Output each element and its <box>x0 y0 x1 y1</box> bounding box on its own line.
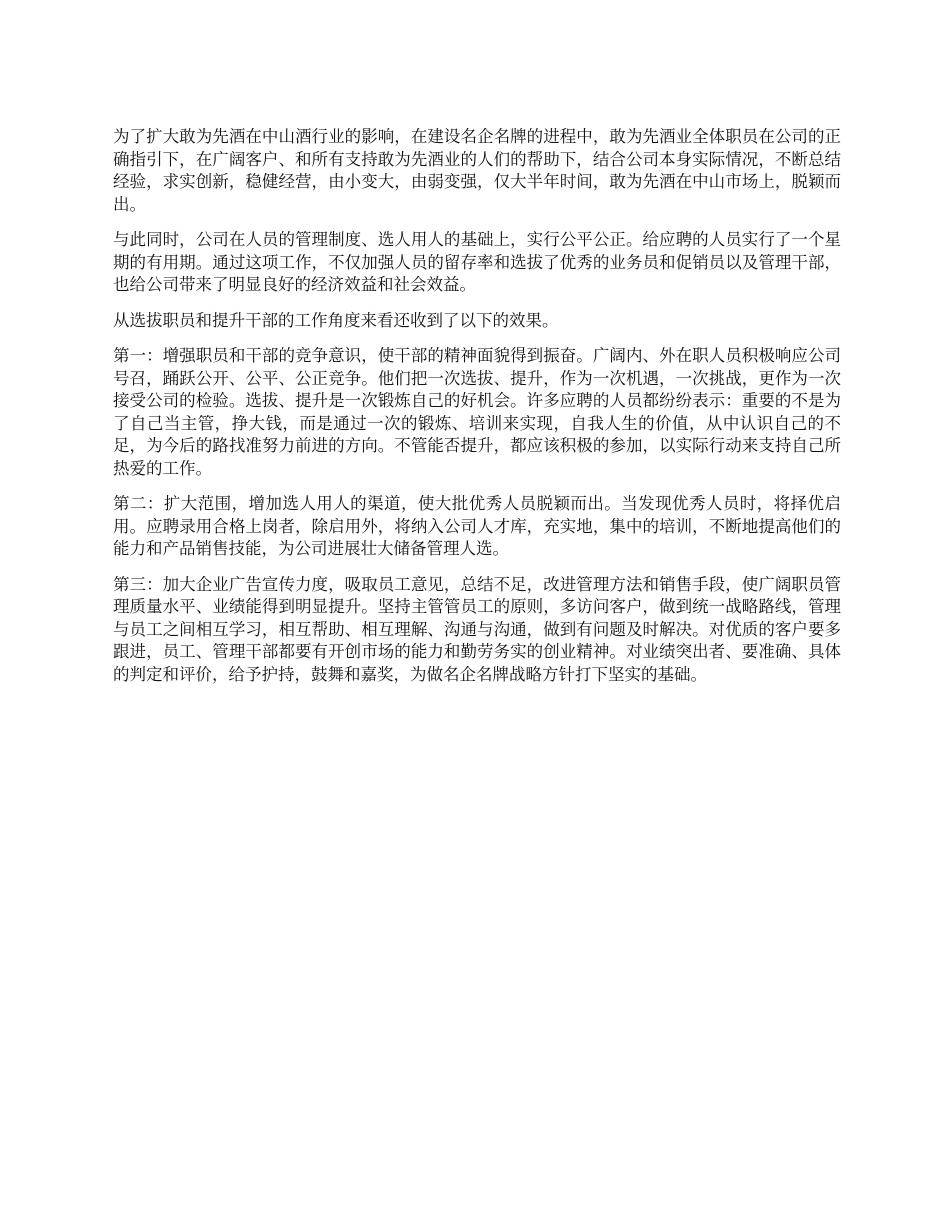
paragraph-second-point: 第二：扩大范围，增加选人用人的渠道，使大批优秀人员脱颖而出。当发现优秀人员时，将择优启用。应聘录用合格上岗者，除启用外，将纳入公司人才库，充实地，集中的培训，不断地提高他们的能力和产品销售技能，为公司进展壮大储备管理人选。 <box>113 494 841 558</box>
paragraph-management: 与此同时，公司在人员的管理制度、选人用人的基础上，实行公平公正。给应聘的人员实行了一个星期的有用期。通过这项工作，不仅加强人员的留存率和选拔了优秀的业务员和促销员以及管理干部，也给公司带来了明显良好的经济效益和社会效益。 <box>113 230 841 294</box>
paragraph-effects-intro: 从选拔职员和提升干部的工作角度来看还收到了以下的效果。 <box>113 310 559 330</box>
paragraph-intro: 为了扩大敢为先酒在中山酒行业的影响，在建设名企名牌的进程中，敢为先酒业全体职员在公司的正确指引下，在广阔客户、和所有支持敢为先酒业的人们的帮助下，结合公司本身实际情况，不断总结经验，求实创新，稳健经营，由小变大，由弱变强，仅大半年时间，敢为先酒在中山市场上，脱颖而出。 <box>113 127 841 214</box>
paragraph-third-point: 第三：加大企业广告宣传力度，吸取员工意见，总结不足，改进管理方法和销售手段，使广阔职员管理质量水平、业绩能得到明显提升。坚持主管管员工的原则，多访问客户，做到统一战略路线，管理与员工之间相互学习，相互帮助、相互理解、沟通与沟通，做到有问题及时解决。对优质的客户要多跟进，员工、管理干部都要有开创市场的能力和勤劳务实的创业精神。对业绩突出者、要准确、具体的判定和评价，给予护持，鼓舞和嘉奖，为做名企名牌战略方针打下坚实的基础。 <box>113 574 841 684</box>
paragraph-first-point: 第一：增强职员和干部的竞争意识，使干部的精神面貌得到振奋。广阔内、外在职人员积极响应公司号召，踊跃公开、公平、公正竞争。他们把一次选拔、提升，作为一次机遇，一次挑战，更作为一次接受公司的检验。选拔、提升是一次锻炼自己的好机会。许多应聘的人员都纷纷表示：重要的不是为了自己当主管，挣大钱，而是通过一次的锻炼、培训来实现，自我人生的价值，从中认识自己的不足，为今后的路找准努力前进的方向。不管能否提升，都应该积极的参加，以实际行动来支持自己所热爱的工作。 <box>113 346 841 478</box>
document-body <box>113 126 841 699</box>
